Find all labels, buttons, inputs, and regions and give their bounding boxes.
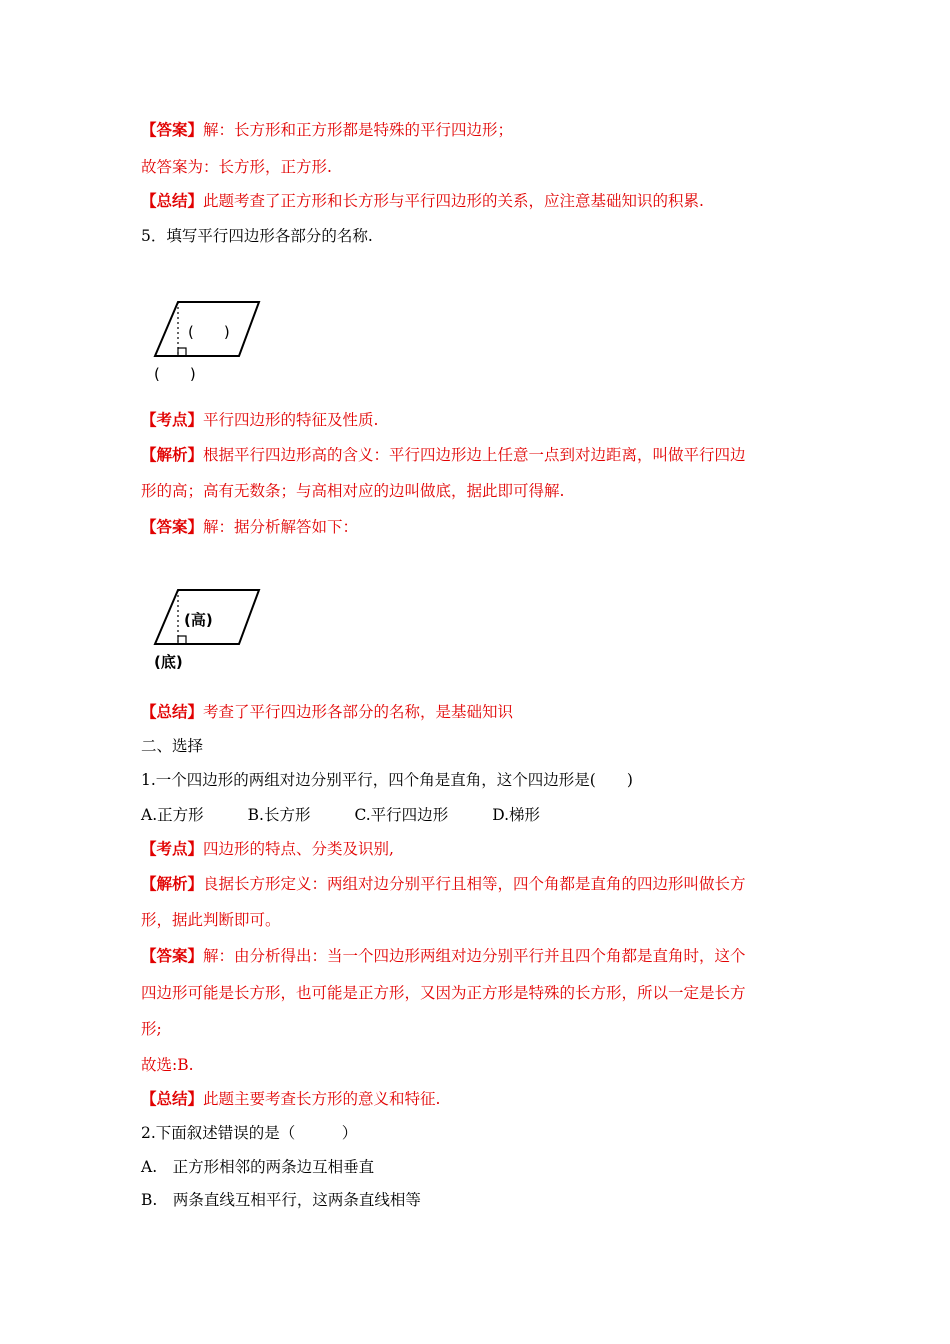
question-2: 2.下面叙述错误的是（ ） <box>141 1124 358 1142</box>
answer-tag: 【答案】 <box>141 946 204 965</box>
summary-line-3 <box>141 1089 440 1109</box>
summary-line-2 <box>141 702 513 722</box>
analysis-text: 良据长方形定义：两组对边分别平行且相等，四个角都是直角的四边形叫做长方 <box>203 875 746 893</box>
summary-tag: 【总结】 <box>141 191 204 210</box>
right-angle-mark <box>178 636 186 644</box>
answer-line-1 <box>141 120 513 140</box>
option-d: D.梯形 <box>492 806 541 824</box>
answer-text: 解：由分析得出：当一个四边形两组对边分别平行并且四个角都是直角时，这个 <box>203 947 746 965</box>
question-2-option-b: B. 两条直线互相平行，这两条直线相等 <box>141 1191 421 1209</box>
summary-text: 此题考查了正方形和长方形与平行四边形的关系，应注意基础知识的积累. <box>203 192 704 210</box>
summary-tag: 【总结】 <box>141 1089 204 1108</box>
analysis-tag: 【解析】 <box>141 874 204 893</box>
right-angle-mark <box>178 348 186 356</box>
answer-line-3 <box>141 946 746 966</box>
summary-text: 考查了平行四边形各部分的名称，是基础知识 <box>203 703 514 721</box>
point-text: 四边形的特点、分类及识别, <box>203 840 394 858</box>
answer-tag: 【答案】 <box>141 120 204 139</box>
analysis-line-4: 形，据此判断即可。 <box>141 911 281 929</box>
analysis-text: 根据平行四边形高的含义：平行四边形边上任意一点到对边距离，叫做平行四边 <box>203 446 746 464</box>
answer-line-5: 形; <box>141 1020 162 1038</box>
question-1-options <box>141 805 584 825</box>
question-5: 5．填写平行四边形各部分的名称. <box>141 227 373 245</box>
question-1: 1.一个四边形的两组对边分别平行，四个角是直角，这个四边形是( ) <box>141 771 633 789</box>
answer-text: 解：据分析解答如下： <box>203 518 359 536</box>
analysis-line-3 <box>141 874 746 894</box>
answer-tag: 【答案】 <box>141 517 204 536</box>
answer-choice: 故选:B. <box>141 1056 194 1074</box>
point-line-1 <box>141 410 378 430</box>
parallelogram-figure-blank <box>150 295 270 391</box>
answer-line-2 <box>141 517 358 537</box>
point-tag: 【考点】 <box>141 839 204 858</box>
point-line-2 <box>141 839 394 859</box>
question-2-option-a: A. 正方形相邻的两条边互相垂直 <box>141 1158 375 1176</box>
point-tag: 【考点】 <box>141 410 204 429</box>
base-label: ( ) <box>154 365 196 383</box>
height-label: (高) <box>184 611 213 629</box>
answer-line-4: 四边形可能是长方形，也可能是正方形，又因为正方形是特殊的长方形，所以一定是长方 <box>141 984 746 1002</box>
section-heading: 二、选择 <box>141 737 204 755</box>
base-label: (底) <box>154 653 183 671</box>
summary-text: 此题主要考查长方形的意义和特征. <box>203 1090 441 1108</box>
analysis-tag: 【解析】 <box>141 445 204 464</box>
summary-line-1 <box>141 191 704 211</box>
parallelogram-figure-answer <box>150 583 270 679</box>
height-label: ( ) <box>188 323 230 341</box>
analysis-line-1 <box>141 445 746 465</box>
summary-tag: 【总结】 <box>141 702 204 721</box>
option-a: A.正方形 <box>141 806 204 824</box>
option-c: C.平行四边形 <box>354 806 449 824</box>
answer-text: 解：长方形和正方形都是特殊的平行四边形； <box>203 121 514 139</box>
analysis-line-2: 形的高；高有无数条；与高相对应的边叫做底，据此即可得解. <box>141 482 565 500</box>
option-b: B.长方形 <box>247 806 311 824</box>
point-text: 平行四边形的特征及性质. <box>203 411 379 429</box>
answer-conclusion: 故答案为：长方形，正方形. <box>141 158 332 176</box>
